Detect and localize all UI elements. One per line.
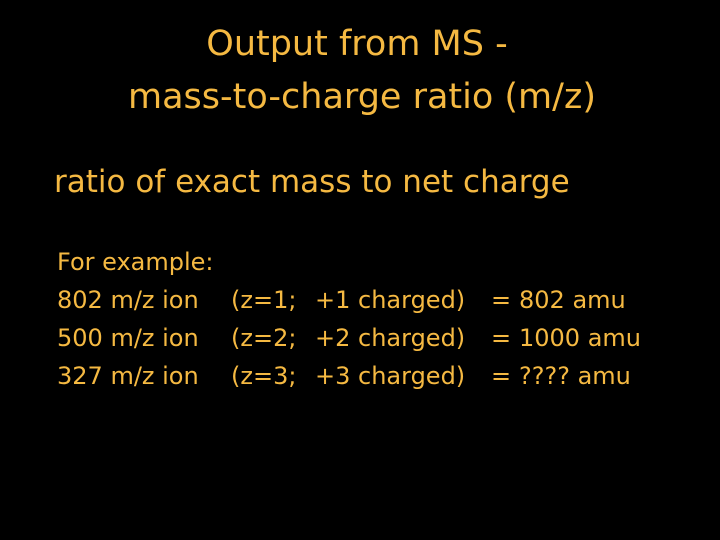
example-charge: +3 charged)	[315, 362, 466, 390]
example-mz-ion: 802 m/z ion	[57, 286, 199, 314]
examples-block	[57, 248, 697, 400]
examples-intro: For example:	[57, 248, 214, 276]
example-mz-ion: 500 m/z ion	[57, 324, 199, 352]
example-charge-state: (z=3;	[231, 362, 297, 390]
example-equals: =	[491, 362, 512, 390]
example-charge: +1 charged)	[315, 286, 466, 314]
example-result: 802 amu	[519, 286, 626, 314]
example-row	[57, 324, 697, 362]
slide-subtitle: mass-to-charge ratio (m/z)	[128, 77, 596, 117]
examples-intro-row	[57, 248, 697, 286]
example-charge: +2 charged)	[315, 324, 466, 352]
example-equals: =	[491, 286, 512, 314]
slide-title: Output from MS -	[206, 24, 508, 64]
example-result: 1000 amu	[519, 324, 642, 352]
example-charge-state: (z=2;	[231, 324, 297, 352]
example-mz-ion: 327 m/z ion	[57, 362, 199, 390]
definition-text: ratio of exact mass to net charge	[54, 164, 570, 200]
example-equals: =	[491, 324, 512, 352]
example-row	[57, 286, 697, 324]
example-result: ???? amu	[519, 362, 631, 390]
example-charge-state: (z=1;	[231, 286, 297, 314]
example-row	[57, 362, 697, 400]
